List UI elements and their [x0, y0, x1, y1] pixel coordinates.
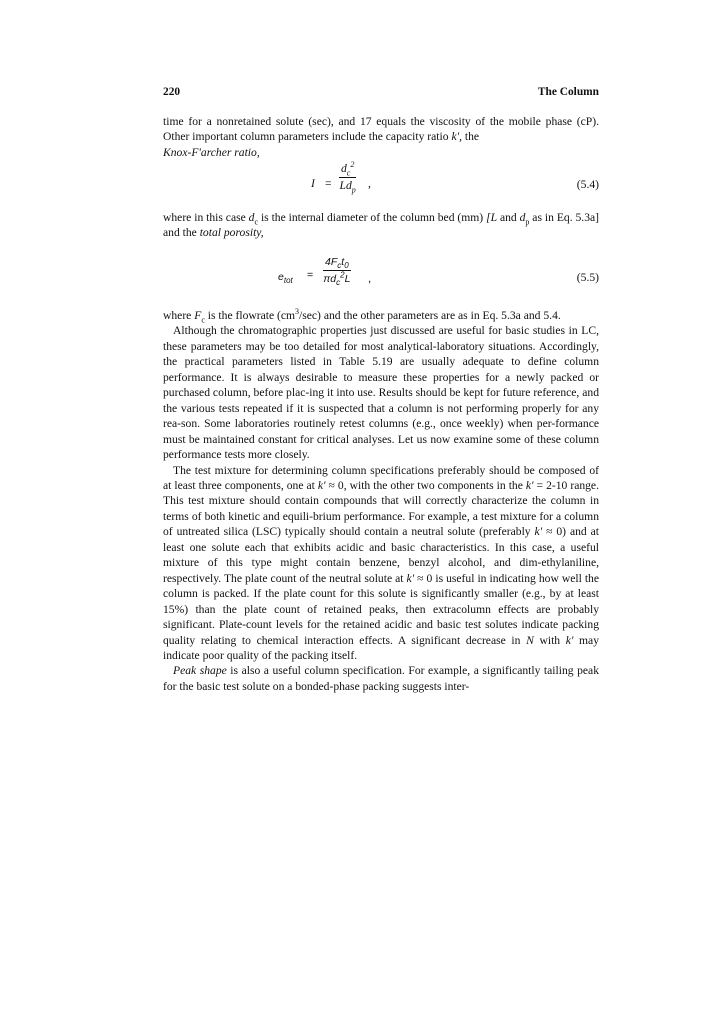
running-header — [163, 86, 599, 104]
text-fragment: , the — [459, 130, 480, 144]
paragraph-test-mixture: The test mixture for determining column specifications preferably should be composed of at least three components, one at k' ≈ 0, with the other two components in the k' = 2-10 range. This test mixture should contain compounds that will correctly characterize the column in terms of both kinetic and equili-brium performance. For example, a test mixture for a column of untreated silica (LSC) typically should contain a neutral solute (preferably k' ≈ 0) and at least one solute each that exhibits acidic and basic characteristics. In this case, a useful mixture of this type might contain benzene, benzyl alcohol, and dim-ethylaniline, respectively. The plate count of the neutral solute at k' ≈ 0 is useful in indicating how well the column is packed. If the plate count for this solute is significantly smaller (e.g., by at least 15%) than the plate count of retained peaks, then extracolumn effects are probably significant. Plate-count levels for the retained acidic and basic test solutes indicate packing quality relating to chemical interaction effects. A significant decrease in N with k' may indicate poor quality of the packing itself. — [163, 463, 600, 662]
equals-sign: = — [307, 269, 314, 281]
paragraph-intro — [163, 114, 599, 160]
fraction — [339, 162, 356, 193]
denominator: $\pi d_c^2L$ — [323, 270, 351, 288]
equation-lhs: $e_{tot}$ — [278, 271, 293, 286]
text-line: phase (cP). Other important column parameters include the capacity ratio — [163, 115, 599, 144]
term-total-porosity: total porosity, — [199, 226, 264, 240]
term-knox-farcher: Knox-F'archer ratio, — [163, 145, 260, 159]
term-peak-shape: Peak shape — [173, 664, 227, 678]
paragraph-although: Although the chromatographic properties just discussed are useful for basic studies in LC, these parameters may be too detailed for most analytical-laboratory situations. Accordingly, the practical parameters listed in Table 5.19 are usually adequate to define column performance. It is always desirable to measure these properties for a newly packed or purchased column, before plac-ing it into use. Results should be kept for future reference, and the various tests repeated if it is suspected that a column is not performing properly for any rea-son. Some laboratories routinely retest columns (e.g., once weekly) when per-formance must be maintained constant for critical analyses. Let us now examine some of these column performance tests more closely. — [163, 324, 599, 462]
equation-comma: , — [368, 272, 372, 285]
page-number: 220 — [163, 86, 181, 98]
numerator: $4F_ct_0$ — [325, 256, 349, 271]
numerator: $d_c^2$ — [341, 160, 355, 178]
body-text — [163, 308, 599, 694]
fraction — [323, 255, 351, 286]
equation-5-5 — [163, 254, 599, 302]
equals-sign: = — [325, 177, 332, 190]
denominator: $Ld_p$ — [339, 179, 356, 195]
paragraph-flowrate: where $F_c$ is the flowrate $(cm^3/\sec)$ and the other parameters are as in Eq. 5.3a and 5.4. — [163, 307, 561, 325]
text-line: time for a nonretained solute (sec), and 17 equals the viscosity of the mobile — [163, 115, 541, 128]
equation-5-4 — [163, 160, 599, 208]
equation-number: (5.4) — [576, 178, 599, 191]
symbol-k-prime: k' — [451, 130, 460, 144]
equation-number: (5.5) — [576, 271, 599, 284]
equation-lhs: I — [311, 177, 315, 190]
equation-comma: , — [368, 177, 371, 190]
paragraph-peak-shape: Peak shape is also a useful column specification. For example, a significantly tailing peak for the basic test solute on a bonded-phase packing suggests inter- — [163, 664, 599, 693]
paragraph-where-dc: where in this case $d_c$ is the internal diameter of the column bed (mm) [L and $d_p$ as in Eq. 5.3a] and the total porosity, — [163, 211, 599, 240]
chapter-title: The Column — [537, 86, 599, 98]
